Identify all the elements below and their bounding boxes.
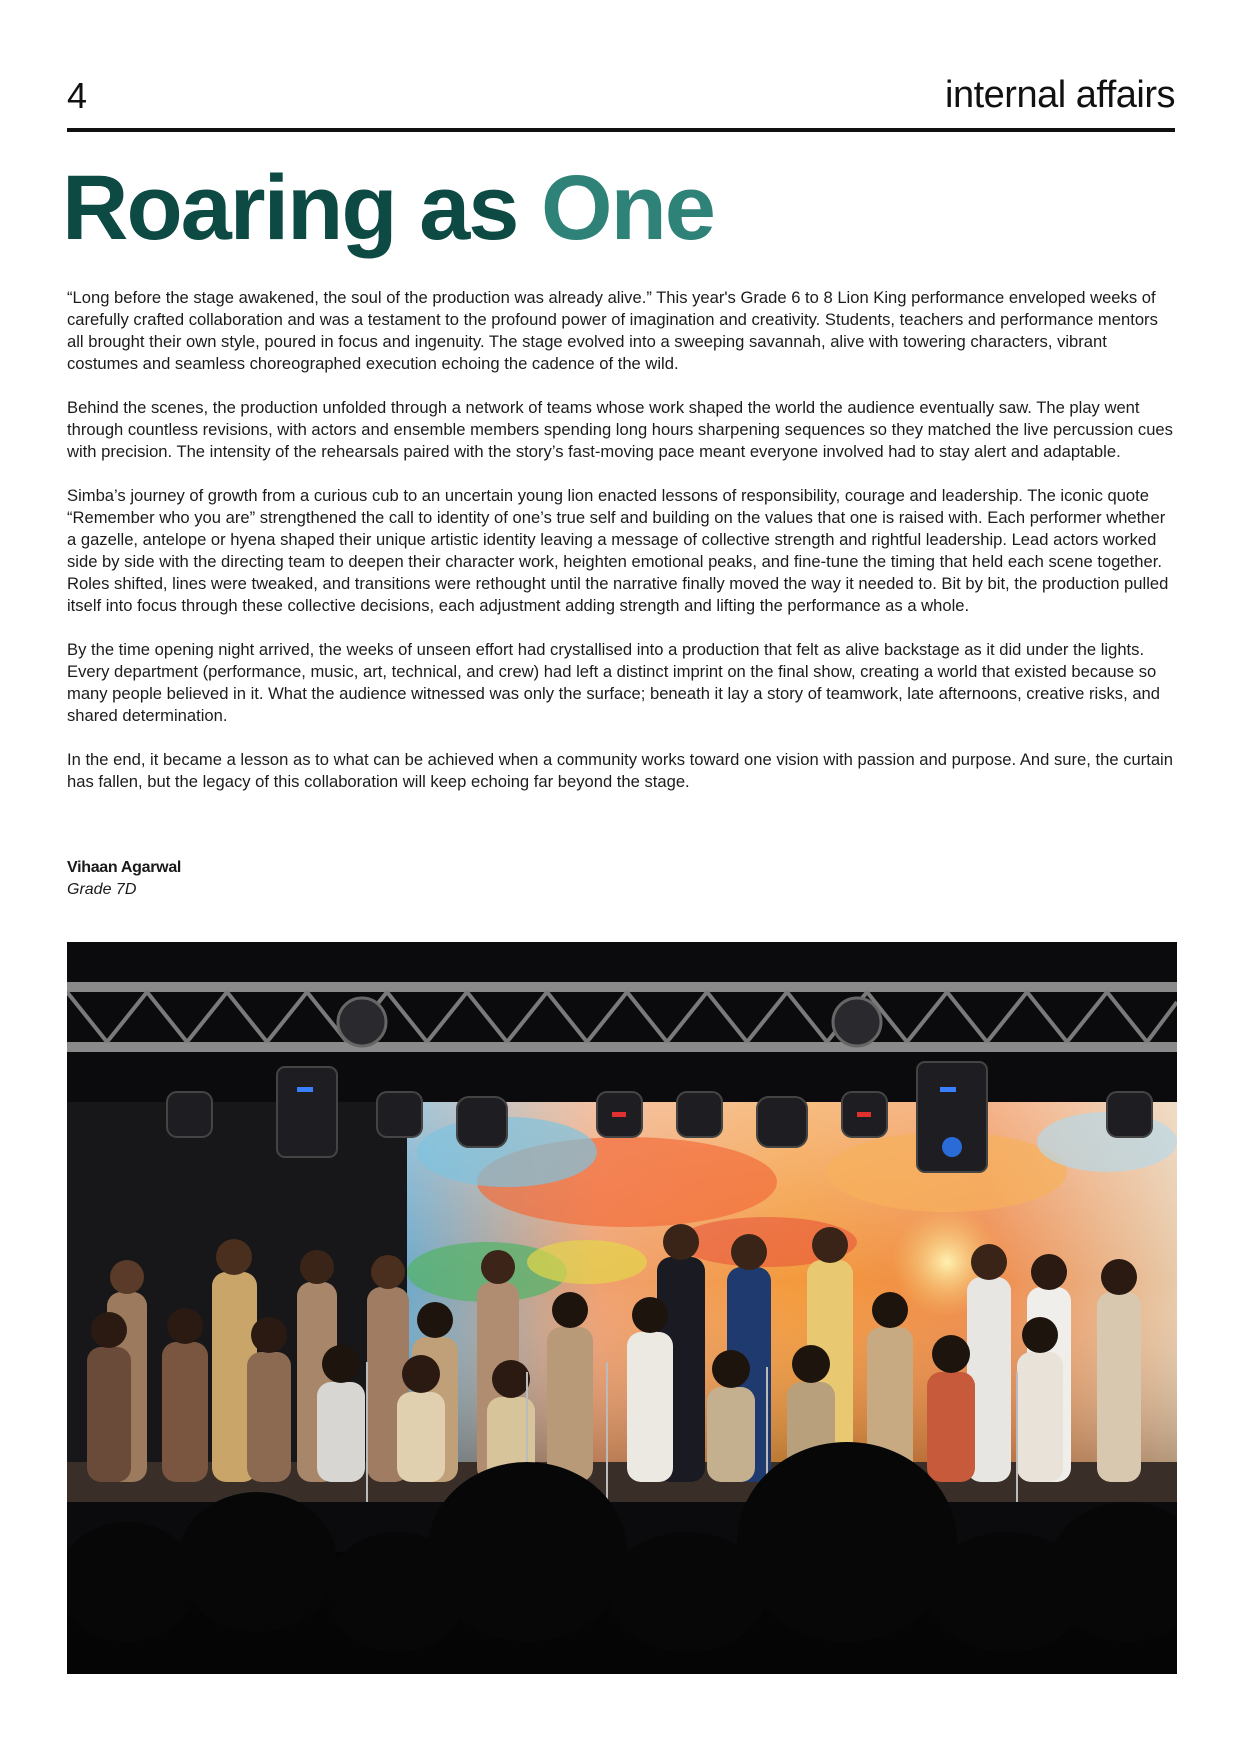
paragraph-5: In the end, it became a lesson as to what can be achieved when a community works toward one vision with passion and purpose. And sure, the curtain has fallen, but the legacy of this collaboration will keep echoing far beyond the stage. xyxy=(67,750,1173,791)
section-name: internal affairs xyxy=(945,74,1175,116)
article-title xyxy=(62,158,714,258)
page-header xyxy=(67,70,1175,114)
stage-photo xyxy=(67,942,1177,1674)
title-main: Roaring as xyxy=(62,157,518,259)
paragraph-4: By the time opening night arrived, the weeks of unseen effort had crystallised into a production that felt as alive backstage as it did under the lights. Every department (performance, music, art, technical, and crew) had left a distinct imprint on the final show, creating a world that existed because so many people believed in it. What the audience witnessed was only the surface; beneath it lay a story of teamwork, late afternoons, creative risks, and shared determination. xyxy=(67,640,1161,725)
header-divider xyxy=(67,128,1175,132)
paragraph-2: Behind the scenes, the production unfolded through a network of teams whose work shaped the world the audience eventually saw. The play went through countless revisions, with actors and ensemble members spending long hours sharpening sequences so they matched the live percussion cues with precision. The intensity of the rehearsals paired with the story’s fast-moving pace meant everyone involved had to stay alert and adaptable. xyxy=(67,398,1173,461)
paragraph-1: “Long before the stage awakened, the soul of the production was already alive.” This year's Grade 6 to 8 Lion King performance enveloped weeks of carefully crafted collaboration and was a testament to the profound power of imagination and creativity. Students, teachers and performance mentors all brought their own style, poured in focus and ingenuity. The stage evolved into a sweeping savannah, alive with towering characters, vibrant costumes and seamless choreographed execution echoing the cadence of the wild. xyxy=(67,288,1158,373)
article-body xyxy=(67,287,1179,815)
title-accent: One xyxy=(541,157,714,259)
page-number: 4 xyxy=(67,75,88,116)
author-name: Vihaan Agarwal xyxy=(67,859,182,876)
author-grade: Grade 7D xyxy=(67,881,137,898)
paragraph-3: Simba’s journey of growth from a curious cub to an uncertain young lion enacted lessons of responsibility, courage and leadership. The iconic quote “Remember who you are” strengthened the call to identity of one’s true self and building on the values that one is raised with. Each performer whether a gazelle, antelope or hyena shaped their unique artistic identity leaving a message of collective strength and rightful leadership. Lead actors worked side by side with the directing team to deepen their character work, heighten emotional peaks, and fine-tune the timing that held each scene together. Roles shifted, lines were tweaked, and transitions were rethought until the narrative finally moved the way it needed to. Bit by bit, the production pulled itself into focus through these collective decisions, each adjustment adding strength and lifting the performance as a whole. xyxy=(67,486,1169,615)
byline xyxy=(67,857,181,901)
